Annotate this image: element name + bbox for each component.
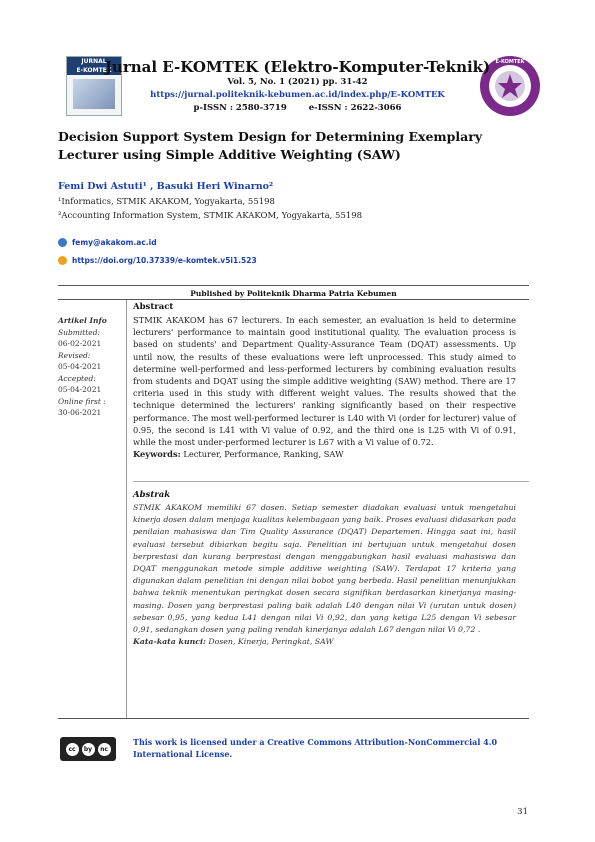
publisher-line: Published by Politeknik Dharma Patria Kebumen bbox=[190, 289, 397, 298]
journal-volume: Vol. 5, No. 1 (2021) pp. 31-42 bbox=[227, 77, 368, 87]
bottom-rule bbox=[58, 718, 529, 719]
journal-issn bbox=[0, 103, 595, 113]
doi-link[interactable]: https://doi.org/10.37339/e-komtek.v5i1.523 bbox=[72, 256, 257, 265]
pissn: p-ISSN : 2580-3719 bbox=[193, 103, 287, 113]
abstrak-heading: Abstrak bbox=[133, 490, 171, 500]
author-list bbox=[58, 181, 273, 192]
affiliation-2: ²Accounting Information System, STMIK AKAKOM, Yogyakarta, 55198 bbox=[58, 211, 363, 221]
column-divider bbox=[126, 300, 127, 718]
abstract-body bbox=[133, 314, 516, 460]
top-rule bbox=[58, 285, 529, 286]
svg-text:E-KOMTEK: E-KOMTEK bbox=[495, 59, 525, 65]
online-first-label: Online first : bbox=[58, 396, 106, 406]
journal-title: Jurnal E-KOMTEK (Elektro-Komputer-Teknik) bbox=[104, 58, 491, 76]
abstract-heading: Abstract bbox=[133, 302, 174, 312]
submitted-date: 06-02-2021 bbox=[58, 339, 102, 348]
abstract-separator bbox=[133, 481, 529, 482]
journal-url[interactable]: https://jurnal.politeknik-kebumen.ac.id/index.php/E-KOMTEK bbox=[150, 90, 445, 100]
article-info bbox=[58, 315, 116, 419]
email-contact[interactable] bbox=[58, 238, 157, 247]
paper-title: Decision Support System Design for Determining Exemplary Lecturer using Simple Additive Weighting (SAW) bbox=[58, 129, 483, 162]
journal-logo-left: JURNAL E-KOMTEK bbox=[66, 56, 122, 116]
abstract-text: STMIK AKAKOM has 67 lecturers. In each semester, an evaluation is held to determine lecturers' performance to maintain good institutional quality. The evaluation process is based on students' and Department Quality-Assurance Team (DQAT) assessments. Up until now, the results of these evaluations were left unprocessed. This study aimed to determine well-performed and less-performed lecturers by combining evaluation results from students and DQAT using the simple additive weighting (SAW) method. There are 17 criteria used in this study with different weight values. The results showed that the technique determined the lecturers' ranking significantly based on their respective performance. The most well-performed lecturer is L40 with Vi (order for lecturer) value of 0.95, the second is L41 with Vi value of 0.92, and the third one is L25 with Vi of 0.91, while the most under-performed lecturer is L67 with a Vi value of 0.72. bbox=[133, 315, 516, 448]
doi-contact[interactable] bbox=[58, 256, 257, 265]
doi-icon bbox=[58, 256, 67, 265]
accepted-date: 05-04-2021 bbox=[58, 385, 102, 394]
license-link[interactable]: This work is licensed under a Creative Commons Attribution-NonCommercial 4.0 International License. bbox=[133, 737, 498, 759]
kata-kunci-text: Dosen, Kinerja, Peringkat, SAW bbox=[205, 637, 334, 647]
cc-icon: cc bbox=[66, 743, 79, 756]
revised-date: 05-04-2021 bbox=[58, 362, 102, 371]
affiliation-1: ¹Informatics, STMIK AKAKOM, Yogyakarta, 55198 bbox=[58, 197, 275, 207]
abstrak-text: STMIK AKAKOM memiliki 67 dosen. Setiap semester diadakan evaluasi untuk mengetahui kinerja dosen dalam menjaga kualitas kelembagaan yang baik. Proses evaluasi didasarkan pada penilaian mahasiswa dan Tim Quality Assurance (DQAT) Departemen. Hingga saat ini, hasil evaluasi tersebut dibiarkan begitu saja. Penelitian ini bertujuan untuk mengetahui dosen berprestasi dan kurang berprestasi dengan menggabungkan hasil evaluasi mahasiswa dan DQAT menggunakan metode simple additive weighting (SAW). Terdapat 17 kriteria yang digunakan dalam penelitian ini dengan nilai bobot yang berbeda. Hasil penelitian menunjukkan bahwa teknik menentukan peringkat dosen secara signifikan berdasarkan kinerjanya masing-masing. Dosen yang berprestasi paling baik adalah L40 dengan nilai Vi (urutan untuk dosen) sebesar 0,95, yang kedua L41 dengan nilai Vi 0,92, dan yang ketiga L25 dengan Vi sebesar 0,91, sedangkan dosen yang paling rendah kinerjanya adalah L67 dengan nilai Vi 0,72 . bbox=[133, 503, 516, 635]
email-icon bbox=[58, 238, 67, 247]
submitted-label: Submitted: bbox=[58, 327, 101, 337]
keywords bbox=[133, 448, 516, 460]
page-number: 31 bbox=[517, 807, 528, 817]
eissn: e-ISSN : 2622-3066 bbox=[308, 103, 402, 113]
abstrak-body bbox=[133, 502, 516, 648]
nc-icon: nc bbox=[98, 743, 111, 756]
kata-kunci bbox=[133, 636, 516, 648]
email-link[interactable]: femy@akakom.ac.id bbox=[72, 238, 157, 247]
keywords-label: Keywords: bbox=[133, 449, 181, 460]
online-first-date: 30-06-2021 bbox=[58, 408, 102, 417]
by-icon: by bbox=[82, 743, 95, 756]
publisher-rule bbox=[58, 299, 529, 300]
kata-kunci-label: Kata-kata kunci: bbox=[133, 637, 206, 647]
cc-license-badge[interactable] bbox=[60, 737, 116, 761]
keywords-text: Lecturer, Performance, Ranking, SAW bbox=[180, 449, 344, 460]
authors-text: Femi Dwi Astuti¹ , Basuki Heri Winarno² bbox=[58, 181, 274, 192]
accepted-label: Accepted: bbox=[58, 373, 96, 383]
article-info-heading: Artikel Info bbox=[58, 316, 107, 325]
revised-label: Revised: bbox=[58, 350, 91, 360]
